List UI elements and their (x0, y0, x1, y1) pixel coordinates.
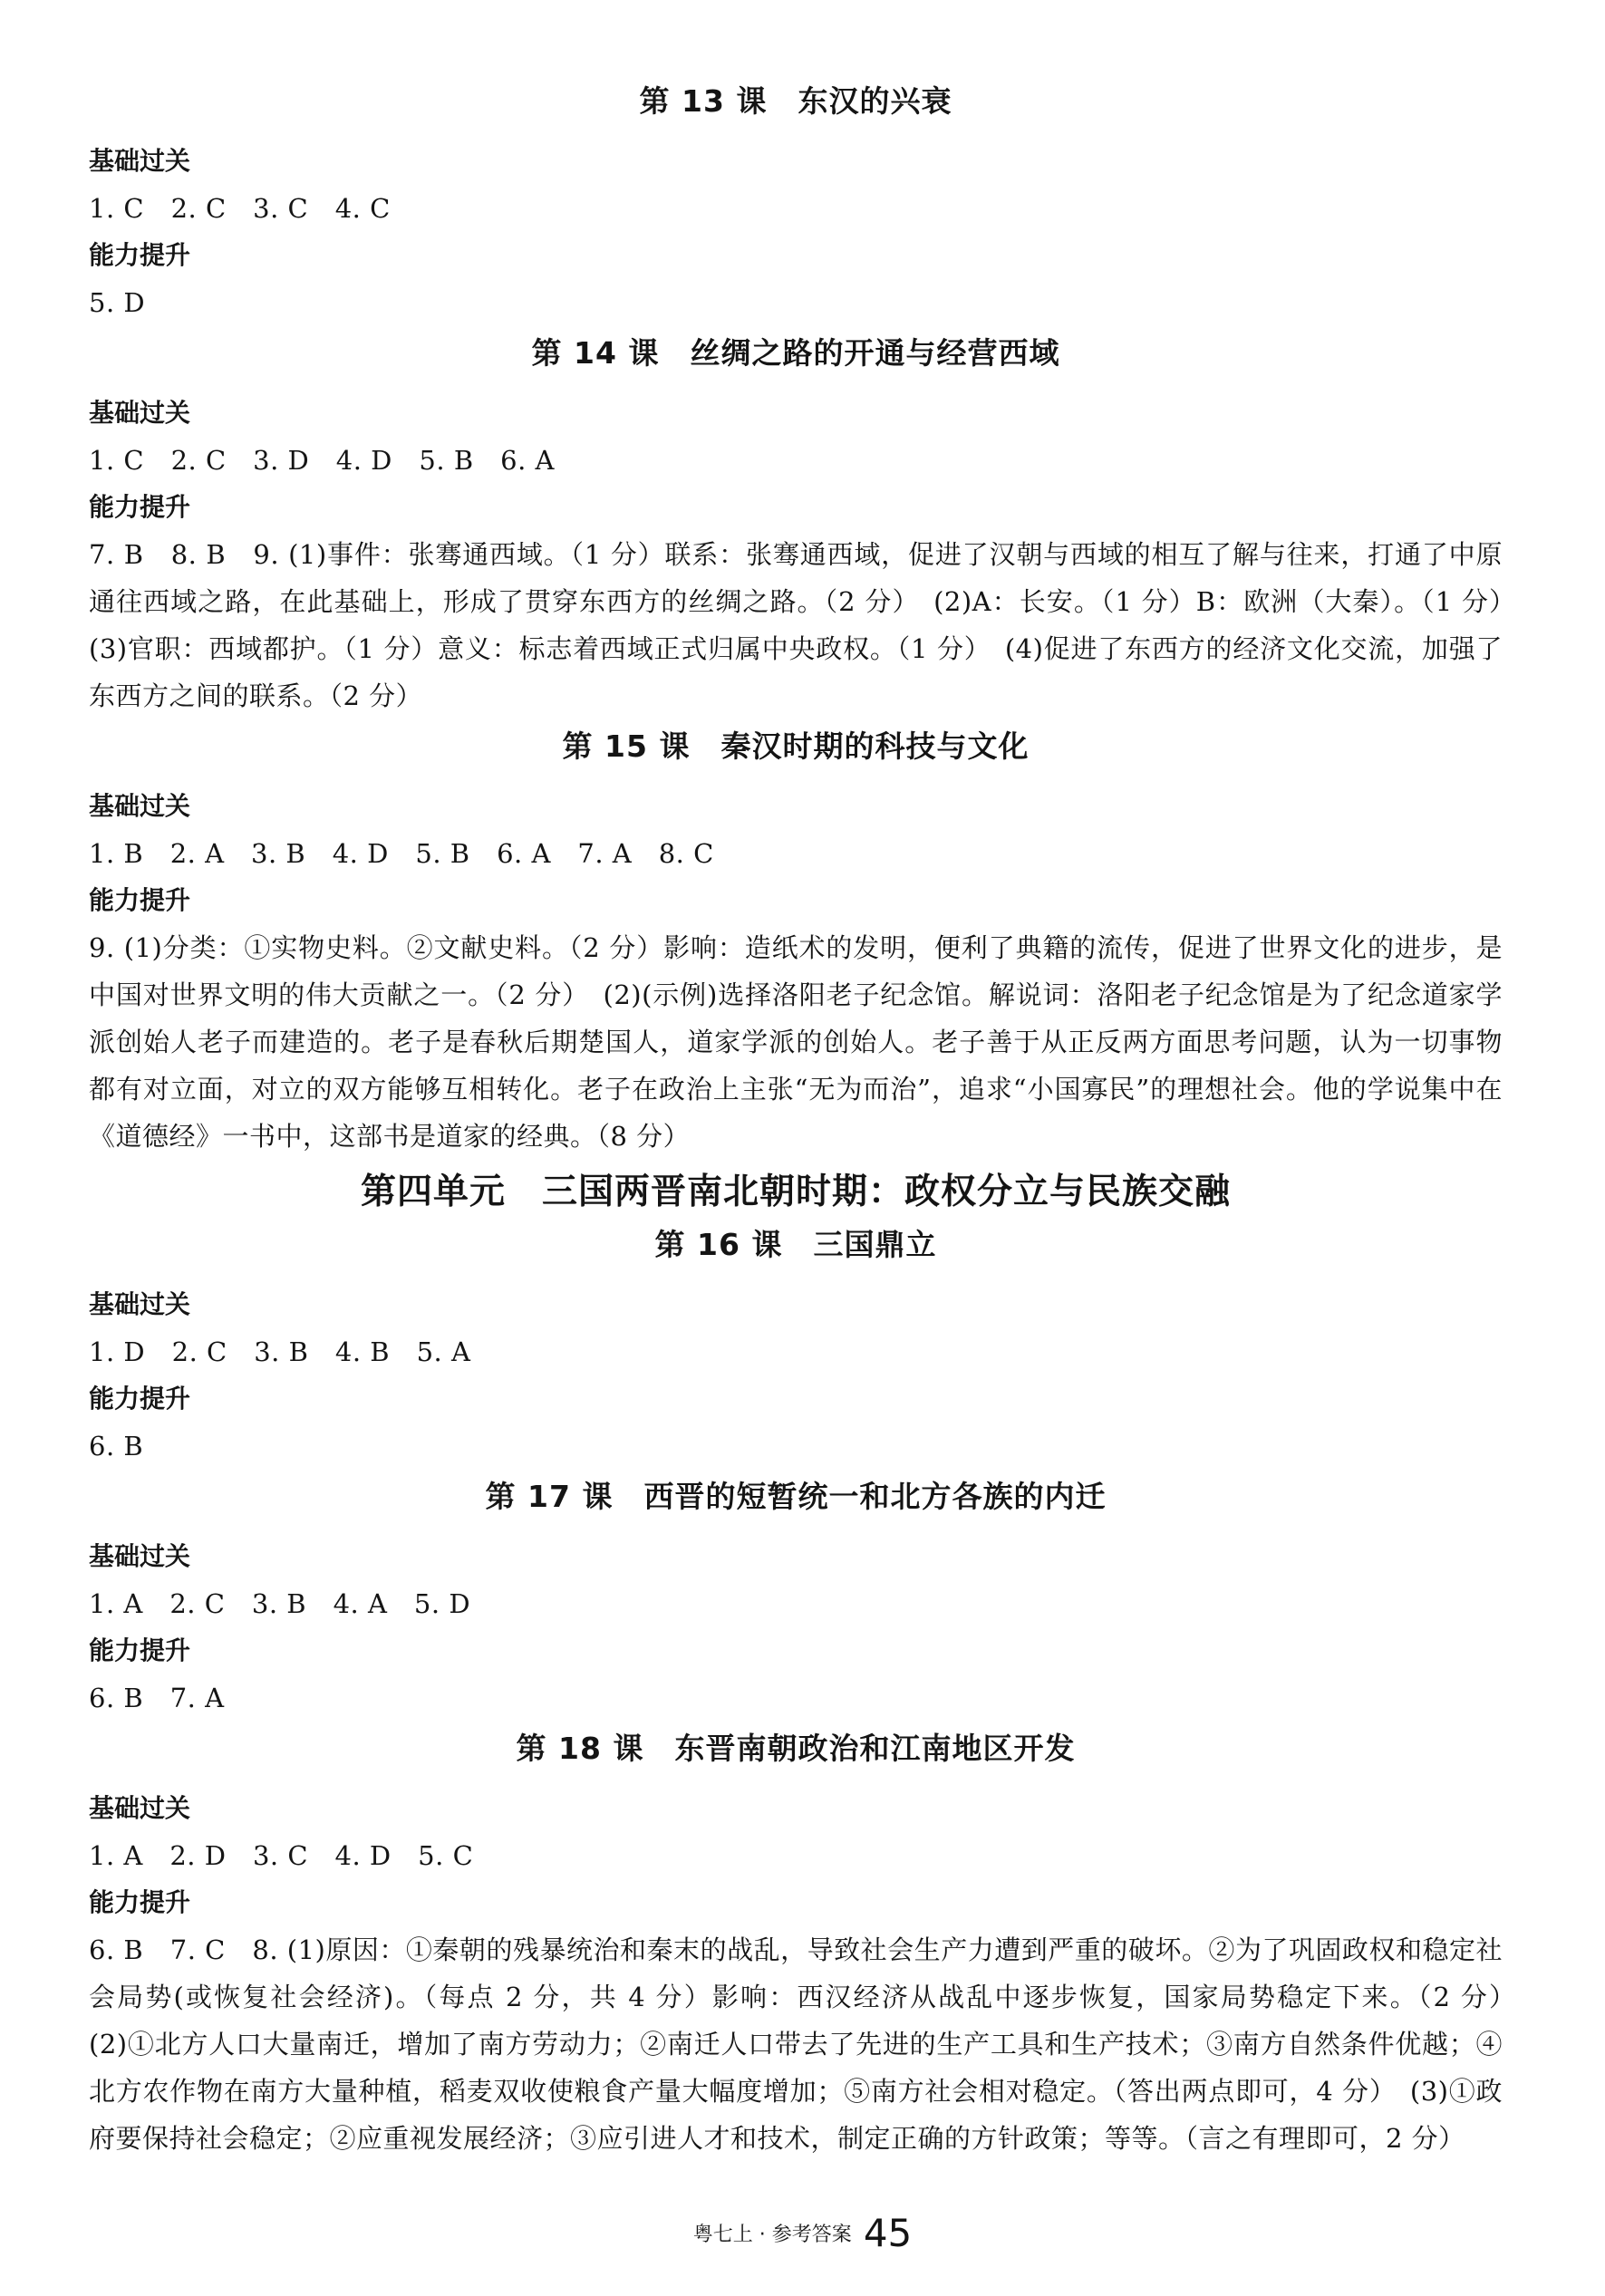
lesson-15-advanced-heading: 能力提升 (89, 885, 191, 915)
lesson-14-advanced-heading: 能力提升 (89, 492, 191, 522)
lesson-17-advanced-answers: 6. B 7. A (89, 1683, 225, 1713)
lesson-13-advanced-heading: 能力提升 (89, 240, 191, 270)
page-number: 45 (863, 2211, 913, 2255)
lesson-18-basic-heading: 基础过关 (89, 1793, 191, 1823)
lesson-15-title: 第 15 课 秦汉时期的科技与文化 (562, 728, 1030, 764)
lesson-16-advanced-heading: 能力提升 (89, 1384, 191, 1413)
lesson-17-basic-answers: 1. A 2. C 3. B 4. A 5. D (89, 1588, 471, 1619)
lesson-18-title: 第 18 课 东晋南朝政治和江南地区开发 (516, 1731, 1076, 1766)
lesson-14-title: 第 14 课 丝绸之路的开通与经营西域 (531, 335, 1060, 371)
lesson-16-basic-heading: 基础过关 (89, 1289, 191, 1319)
page-content (89, 74, 1530, 2162)
lesson-16-basic-answers: 1. D 2. C 3. B 4. B 5. A (89, 1336, 471, 1367)
lesson-13-title: 第 13 课 东汉的兴衰 (639, 83, 952, 119)
footer-label: 粤七上 · 参考答案 (692, 2224, 852, 2246)
lesson-15-advanced-text: 9. (1)分类：①实物史料。②文献史料。（2 分）影响：造纸术的发明，便利了典籍的流传，促进了世界文化的进步，是中国对世界文明的伟大贡献之一。（2 分） (2)(示例)选择洛阳老子纪念馆。解说词：洛阳老子纪念馆是为了纪念道家学派创始人老子而建造的。老子是春秋后期楚国人，道家学派的创始人。老子善于从正反两方面思考问题，认为一切事物都有对立面，对立的双方能够互相转化。老子在政治上主张“无为而治”，追求“小国寡民”的理想社会。他的学说集中在《道德经》一书中，这部书是道家的经典。（8 分） (89, 932, 1503, 1152)
lesson-14-basic-heading: 基础过关 (89, 398, 191, 428)
lesson-15-basic-heading: 基础过关 (89, 791, 191, 821)
lesson-17-advanced-heading: 能力提升 (89, 1635, 191, 1665)
lesson-18-advanced-heading: 能力提升 (89, 1887, 191, 1917)
lesson-14-basic-answers: 1. C 2. C 3. D 4. D 5. B 6. A (89, 445, 555, 476)
lesson-18-advanced-text: 6. B 7. C 8. (1)原因：①秦朝的残暴统治和秦末的战乱，导致社会生产力遭到严重的破坏。②为了巩固政权和稳定社会局势(或恢复社会经济)。（每点 2 分，共 4 分）影响：西汉经济从战乱中逐步恢复，国家局势稳定下来。（2 分） (2)①北方人口大量南迁，增加了南方劳动力；②南迁人口带去了先进的生产工具和生产技术；③南方自然条件优越；④北方农作物在南方大量种植，稻麦双收使粮食产量大幅度增加；⑤南方社会相对稳定。（答出两点即可，4 分） (3)①政府要保持社会稳定；②应重视发展经济；③应引进人才和技术，制定正确的方针政策；等等。（言之有理即可，2 分） (89, 1934, 1530, 2154)
lesson-13-basic-answers: 1. C 2. C 3. C 4. C (89, 193, 391, 224)
lesson-17-basic-heading: 基础过关 (89, 1541, 191, 1571)
page-footer (0, 2211, 1605, 2255)
lesson-17-title: 第 17 课 西晋的短暂统一和北方各族的内迁 (485, 1479, 1107, 1514)
unit-4-title: 第四单元 三国两晋南北朝时期：政权分立与民族交融 (360, 1172, 1231, 1212)
lesson-15-basic-answers: 1. B 2. A 3. B 4. D 5. B 6. A 7. A 8. C (89, 838, 714, 869)
lesson-13-advanced-answers: 5. D (89, 287, 146, 318)
lesson-14-advanced-text: 7. B 8. B 9. (1)事件：张骞通西域。（1 分）联系：张骞通西域，促进了汉朝与西域的相互了解与往来，打通了中原通往西域之路，在此基础上，形成了贯穿东西方的丝绸之路。（2 分） (2)A：长安。（1 分）B：欧洲（大秦）。（1 分） (3)官职：西域都护。（1 分）意义：标志着西域正式归属中央政权。（1 分） (4)促进了东西方的经济文化交流，加强了东西方之间的联系。（2 分） (89, 539, 1530, 711)
lesson-16-title: 第 16 课 三国鼎立 (654, 1227, 937, 1262)
lesson-16-advanced-answers: 6. B (89, 1431, 144, 1462)
lesson-18-basic-answers: 1. A 2. D 3. C 4. D 5. C (89, 1840, 474, 1871)
lesson-13-basic-heading: 基础过关 (89, 146, 191, 176)
